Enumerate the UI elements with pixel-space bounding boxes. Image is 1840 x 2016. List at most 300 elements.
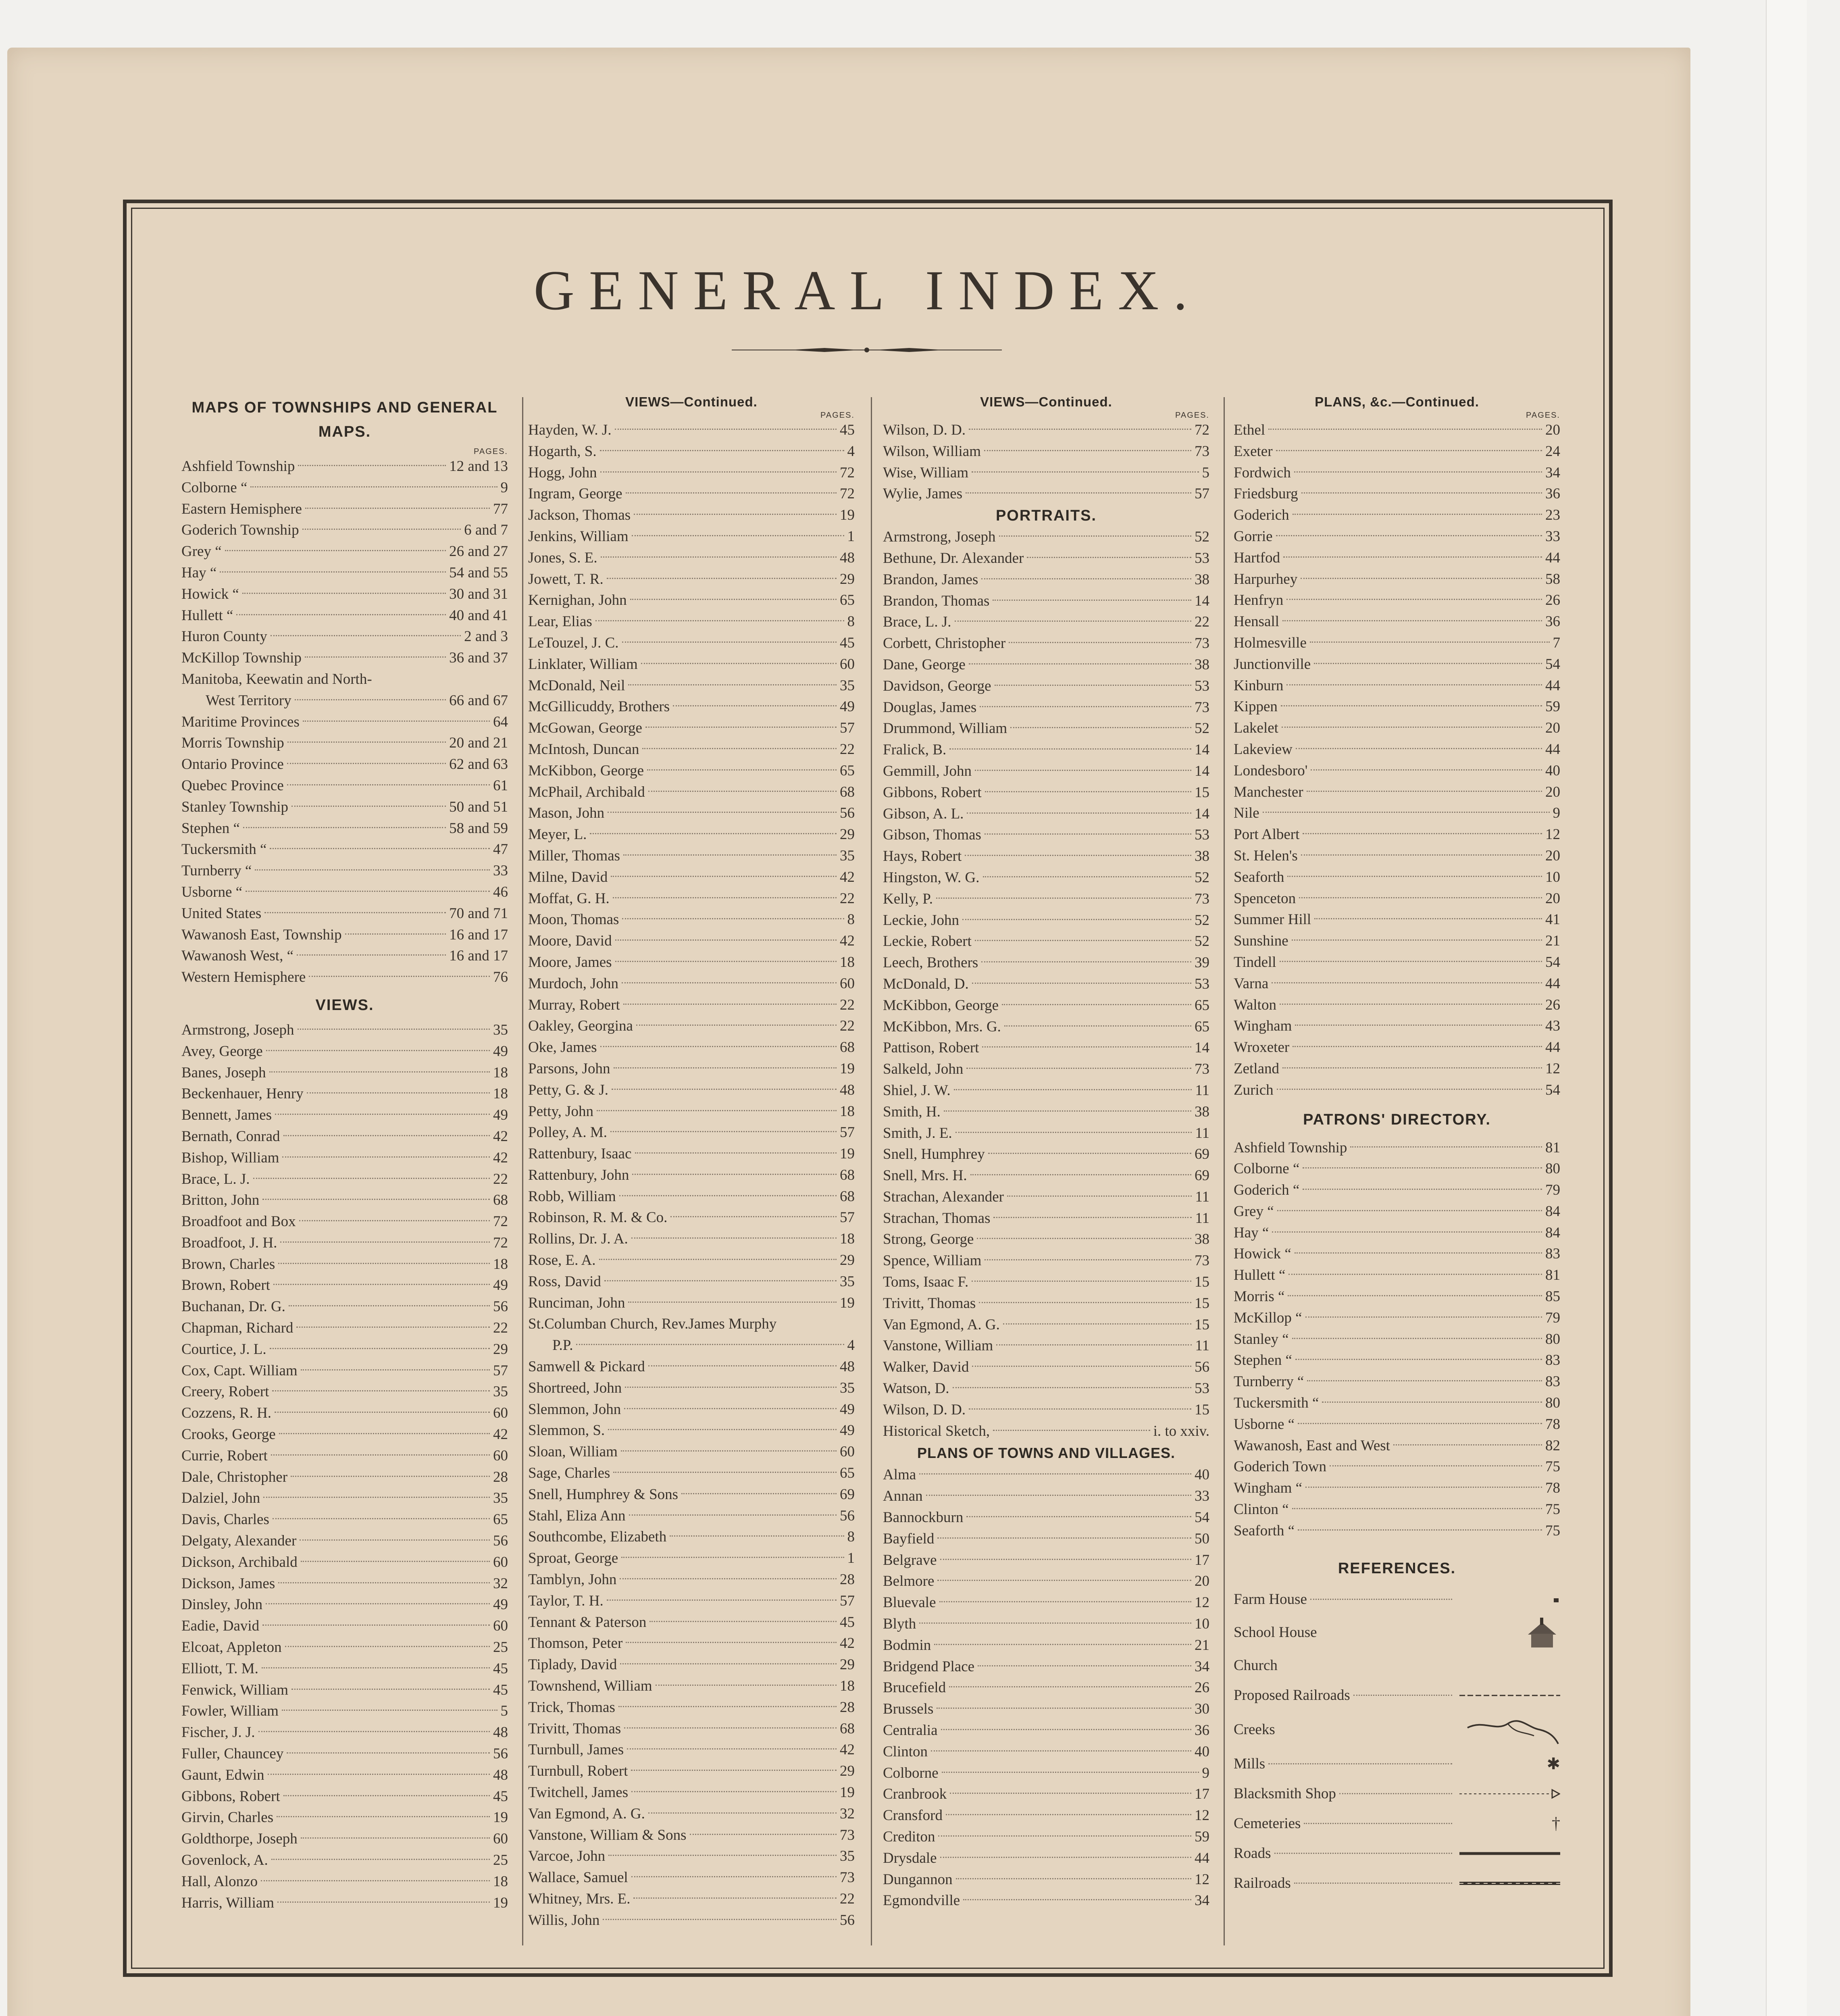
pages-label: PAGES. [474,447,508,456]
dot-leader [603,1919,837,1920]
index-entry [181,648,508,669]
dot-leader [944,1110,1191,1112]
index-entry [181,605,508,627]
index-entry [883,1720,1209,1741]
index-entry [528,1506,855,1527]
references-heading: REFERENCES. [1338,1560,1456,1577]
dot-leader [962,919,1191,920]
index-entry [181,1126,508,1148]
column-divider [1224,397,1225,1945]
entry-page: 12 [1545,1060,1560,1077]
dot-leader [614,1067,837,1068]
dot-leader [282,1710,497,1711]
index-entry [883,1080,1209,1102]
entry-page: 52 [1195,720,1209,737]
title-ornament [732,347,1002,353]
dot-leader [1027,557,1191,558]
maps-list [181,456,508,988]
entry-name: Kernighan, John [528,592,627,609]
dot-leader [236,614,446,615]
entry-page: 45 [840,1614,855,1631]
index-entry [181,1680,508,1701]
entry-page: 82 [1545,1437,1560,1454]
index-entry [883,1102,1209,1123]
entry-page: 33 [1545,528,1560,545]
entry-name: Brandon, James [883,571,978,588]
entry-name: Tindell [1234,954,1276,971]
entry-page: 58 and 59 [449,820,508,837]
index-entry [883,591,1209,612]
dot-leader [627,1748,837,1749]
entry-name: Historical Sketch, [883,1422,990,1439]
entry-page: 68 [840,1720,855,1737]
dot-leader [1280,1004,1542,1005]
entry-name: Kelly, P. [883,890,933,907]
index-entry [181,456,508,477]
index-entry [1234,505,1560,526]
entry-page: 38 [1195,1103,1209,1120]
dot-leader [1296,748,1542,749]
entry-name: Ingram, George [528,485,622,502]
index-entry [883,1187,1209,1208]
entry-name: Moore, James [528,954,612,971]
dot-leader [1294,471,1542,473]
entry-name: Brace, L. J. [883,614,951,631]
entry-page: 2 and 3 [464,628,508,645]
index-entry [1234,1037,1560,1058]
entry-name: Crooks, George [181,1426,276,1443]
entry-page: 34 [1195,1892,1209,1909]
legend-label: Cemeteries [1234,1815,1301,1832]
dot-leader [985,1259,1191,1260]
entry-page: 20 [1195,1573,1209,1590]
entry-name: Rattenbury, John [528,1166,629,1183]
dot-leader [1003,1323,1191,1325]
entry-page: 73 [1195,635,1209,652]
dot-leader [268,1774,490,1775]
entry-name: Ashfield Township [1234,1139,1347,1156]
entry-name: Stanley Township [181,798,288,815]
index-entry [883,1763,1209,1784]
entry-name: Buchanan, Dr. G. [181,1298,285,1315]
dot-leader [600,450,844,451]
entry-page: 72 [1195,422,1209,438]
entry-name: Robinson, R. M. & Co. [528,1209,668,1226]
dot-leader [1299,897,1542,898]
index-entry [181,1743,508,1765]
dot-leader [635,1152,837,1154]
entry-name: Willis, John [528,1912,600,1929]
index-entry [883,1123,1209,1144]
entry-page: 24 [1545,443,1560,460]
entry-page: 65 [1195,1018,1209,1035]
dot-leader [611,876,837,877]
entry-page: 54 and 55 [449,564,508,581]
entry-name: Pattison, Robert [883,1039,979,1056]
entry-name: Kinburn [1234,677,1284,694]
index-entry [883,1592,1209,1614]
dot-leader [972,1366,1191,1367]
dot-leader [242,593,446,594]
index-entry [528,888,855,910]
index-entry [1234,1286,1560,1308]
entry-page: 12 [1195,1871,1209,1888]
entry-name: Gibbons, Robert [883,784,982,801]
index-entry [883,1059,1209,1080]
dot-leader [305,508,490,509]
entry-page: 73 [840,1826,855,1843]
index-entry [528,483,855,505]
entry-page: 65 [840,1465,855,1482]
entry-page: 73 [1195,1252,1209,1269]
dot-leader [255,869,490,871]
entry-page: 72 [840,464,855,481]
dot-leader [1310,641,1550,643]
dot-leader [647,769,837,771]
dot-leader [1282,727,1542,728]
index-entry [528,1441,855,1463]
entry-page: 22 [493,1170,508,1187]
entry-name: Shiel, J. W. [883,1082,951,1099]
entry-name: Tennant & Paterson [528,1614,647,1631]
dot-leader [648,1812,837,1814]
dot-leader [996,1344,1192,1345]
dot-leader [275,1412,490,1413]
dot-leader [1268,429,1542,430]
index-entry [181,733,508,754]
entry-page: 44 [1545,549,1560,566]
entry-name: Bishop, William [181,1149,279,1166]
index-entry [528,1633,855,1654]
entry-page: 30 [1195,1701,1209,1718]
dot-leader [263,1497,490,1498]
dot-leader [618,1706,837,1707]
dot-leader [966,1516,1191,1517]
index-entry [528,1739,855,1761]
entry-name: Kippen [1234,698,1278,715]
dot-leader [1007,1195,1192,1197]
dot-leader [307,1092,490,1093]
dot-leader [295,699,446,700]
entry-page: 53 [1195,975,1209,992]
index-entry [528,1080,855,1101]
entry-page: 57 [840,720,855,737]
entry-name: Tiplady, David [528,1656,617,1673]
dot-leader [977,1238,1191,1239]
dot-leader [613,897,837,898]
index-entry [883,739,1209,761]
index-entry [181,1339,508,1360]
index-entry [181,1658,508,1680]
entry-page: 44 [1545,1039,1560,1056]
dot-leader [607,1599,837,1601]
entry-name: Dickson, James [181,1575,275,1592]
entry-name: Wawanosh East, Township [181,926,342,943]
dot-leader [266,1050,490,1051]
index-entry [1234,441,1560,462]
entry-page: 35 [493,1490,508,1507]
entry-name: Gibbons, Robert [181,1788,280,1805]
index-entry [181,1850,508,1871]
dot-leader [601,556,837,558]
index-entry [528,1229,855,1250]
entry-name: Wise, William [883,464,969,481]
entry-name: Eastern Hemisphere [181,500,302,517]
entry-page: 66 and 67 [449,692,508,709]
entry-name: Leckie, John [883,912,960,929]
index-entry [883,441,1209,462]
dot-leader [615,939,837,941]
entry-name: Hullett “ [181,607,233,624]
entry-page: 48 [840,1081,855,1098]
entry-name: Smith, H. [883,1103,941,1120]
index-entry [883,1890,1209,1912]
dot-leader [1292,1338,1542,1339]
dot-leader [262,1667,490,1668]
entry-name: Fischer, J. J. [181,1724,255,1741]
entry-name: Bluevale [883,1594,936,1611]
index-entry [883,1464,1209,1486]
entry-name: Courtice, J. L. [181,1341,266,1358]
dot-leader [620,1663,837,1664]
entry-page: 12 [1195,1594,1209,1611]
entry-name: Murray, Robert [528,996,620,1013]
dot-leader [648,791,837,792]
entry-name: Goderich Town [1234,1458,1326,1475]
dot-leader [1298,1529,1542,1531]
entry-name: St.Columban Church, Rev.James Murphy [528,1316,777,1333]
entry-page: 60 [840,975,855,992]
entry-page: 56 [493,1533,508,1549]
index-entry [883,569,1209,591]
dot-leader [277,1901,490,1903]
legend-row [1234,1651,1560,1681]
index-entry [181,967,508,988]
entry-page: 11 [1195,1337,1209,1354]
index-entry [528,1910,855,1931]
index-entry [528,1825,855,1846]
entry-page: 65 [840,762,855,779]
entry-name: Broadfoot and Box [181,1213,296,1230]
entry-name: Colborne “ [181,479,248,496]
entry-name: Usborne “ [181,883,243,900]
entry-name: Hay “ [1234,1224,1269,1241]
index-entry [883,1805,1209,1826]
entry-name: Londesboro' [1234,762,1308,779]
dot-leader [1263,812,1550,813]
dot-leader [623,854,837,856]
entry-page: 22 [840,890,855,907]
entry-name: Stephen “ [181,820,240,837]
entry-name: Thomson, Peter [528,1635,623,1652]
cemetery-cross-icon: † [1552,1814,1560,1833]
entry-page: 73 [840,1869,855,1886]
entry-page: 35 [493,1021,508,1038]
entry-page: 53 [1195,677,1209,694]
entry-page: 40 and 41 [449,607,508,624]
index-entry [1234,995,1560,1016]
index-entry [528,1399,855,1420]
entry-name: Cozzens, R. H. [181,1405,271,1422]
dot-leader [243,827,446,828]
entry-name: Toms, Isaac F. [883,1274,969,1291]
index-entry [181,839,508,860]
entry-name: Snell, Mrs. H. [883,1167,967,1184]
index-entry [181,754,508,775]
index-entry [1234,1016,1560,1037]
entry-name: Wylie, James [883,485,963,502]
dot-leader [628,684,837,685]
entry-name: Annan [883,1488,923,1505]
dot-leader [1286,684,1542,685]
entry-name: Fordwich [1234,464,1291,481]
entry-name: Egmondville [883,1892,960,1909]
dot-leader [649,1621,837,1622]
index-entry [1234,590,1560,611]
entry-page: 11 [1195,1125,1209,1141]
entry-name: McKibbon, George [528,762,644,779]
dot-leader [985,791,1191,792]
index-entry [883,825,1209,846]
index-entry [528,1527,855,1548]
dot-leader [1307,791,1542,792]
index-entry [528,1378,855,1399]
index-entry [181,1041,508,1062]
legend-label: Railroads [1234,1875,1291,1892]
entry-page: 7 [1553,634,1560,651]
entry-page: 72 [840,485,855,502]
road-icon [1459,1849,1560,1858]
entry-page: 19 [840,1060,855,1077]
index-entry [883,1848,1209,1869]
dot-leader [303,721,490,722]
entry-page: 56 [493,1745,508,1762]
dot-leader [641,663,837,664]
index-entry [181,541,508,562]
entry-name: Tuckersmith “ [1234,1395,1319,1412]
entry-name: Exeter [1234,443,1273,460]
entry-name: Crediton [883,1829,935,1845]
patrons-list [1234,1137,1560,1542]
entry-page: 68 [840,1039,855,1056]
dot-leader [1305,1487,1542,1488]
entry-page: 79 [1545,1309,1560,1326]
index-entry [181,1062,508,1084]
entry-page: 44 [1545,677,1560,694]
dot-leader [937,1708,1191,1709]
entry-page: 8 [847,911,855,928]
dot-leader [262,1624,490,1626]
dot-leader [972,1281,1191,1282]
entry-page: 34 [1195,1658,1209,1675]
entry-name: Trivitt, Thomas [883,1295,976,1312]
entry-name: Strachan, Thomas [883,1210,991,1227]
entry-page: 53 [1195,550,1209,566]
index-entry [181,1254,508,1275]
views-continued-heading: VIEWS—Continued. [625,394,758,409]
dot-leader [1276,450,1542,451]
index-entry [528,1143,855,1165]
index-entry [883,910,1209,931]
entry-name: Douglas, James [883,699,977,716]
entry-page: 1 [847,528,855,545]
index-entry [181,1765,508,1786]
index-entry [883,483,1209,505]
entry-name: Twitchell, James [528,1784,629,1801]
dot-leader [302,529,461,530]
dot-leader [273,1518,490,1519]
entry-page: 60 [493,1554,508,1570]
entry-name: Ross, David [528,1273,601,1290]
entry-page: 44 [1195,1849,1209,1866]
entry-page: 44 [1545,741,1560,758]
dot-leader [626,492,837,494]
index-entry [528,1122,855,1143]
entry-name: Varna [1234,975,1269,992]
dot-leader [279,1433,490,1434]
index-entry [181,1318,508,1339]
index-entry [1234,1223,1560,1244]
entry-name: Shortreed, John [528,1379,622,1396]
entry-page: 16 and 17 [449,948,508,964]
entry-name: Morris Township [181,735,284,752]
index-entry [528,1612,855,1633]
entry-name: LeTouzel, J. C. [528,634,619,651]
index-entry [883,612,1209,633]
dot-leader [993,1217,1192,1218]
index-entry [181,1105,508,1126]
index-entry [1234,1329,1560,1350]
index-entry [883,782,1209,804]
dot-leader [919,1473,1191,1475]
index-entry [528,1207,855,1229]
dot-leader [626,1642,837,1643]
railroad-icon [1459,1879,1560,1887]
entry-name: Broadfoot, J. H. [181,1234,277,1251]
dot-leader [271,635,461,636]
entry-page: 12 [1195,1807,1209,1824]
dot-leader [576,1344,844,1345]
dot-leader [253,1178,490,1179]
entry-name: Turnbull, James [528,1741,624,1758]
dot-leader [633,1897,837,1899]
entry-page: 49 [493,1043,508,1060]
index-entry [528,1718,855,1740]
entry-name: McKibbon, Mrs. G. [883,1018,1001,1035]
dot-leader [966,492,1191,494]
entry-page: 20 [1545,720,1560,737]
dot-leader [623,1004,837,1005]
entry-name: Gorrie [1234,528,1273,545]
entry-page: 20 and 21 [449,735,508,752]
entry-page: 29 [493,1341,508,1358]
entry-name: Sloan, William [528,1443,618,1460]
dot-leader [266,1603,490,1604]
dot-leader [949,748,1191,750]
index-entry [883,1486,1209,1507]
entry-page: 84 [1545,1224,1560,1241]
dot-leader [980,706,1191,707]
entry-page: 42 [840,868,855,885]
index-entry [883,718,1209,739]
entry-name: Colborne [883,1764,939,1781]
dot-leader [946,1814,1191,1815]
entry-name: Wingham “ [1234,1480,1303,1497]
entry-page: 25 [493,1852,508,1868]
dot-leader [995,685,1191,686]
index-entry [528,569,855,590]
index-entry [883,1357,1209,1378]
